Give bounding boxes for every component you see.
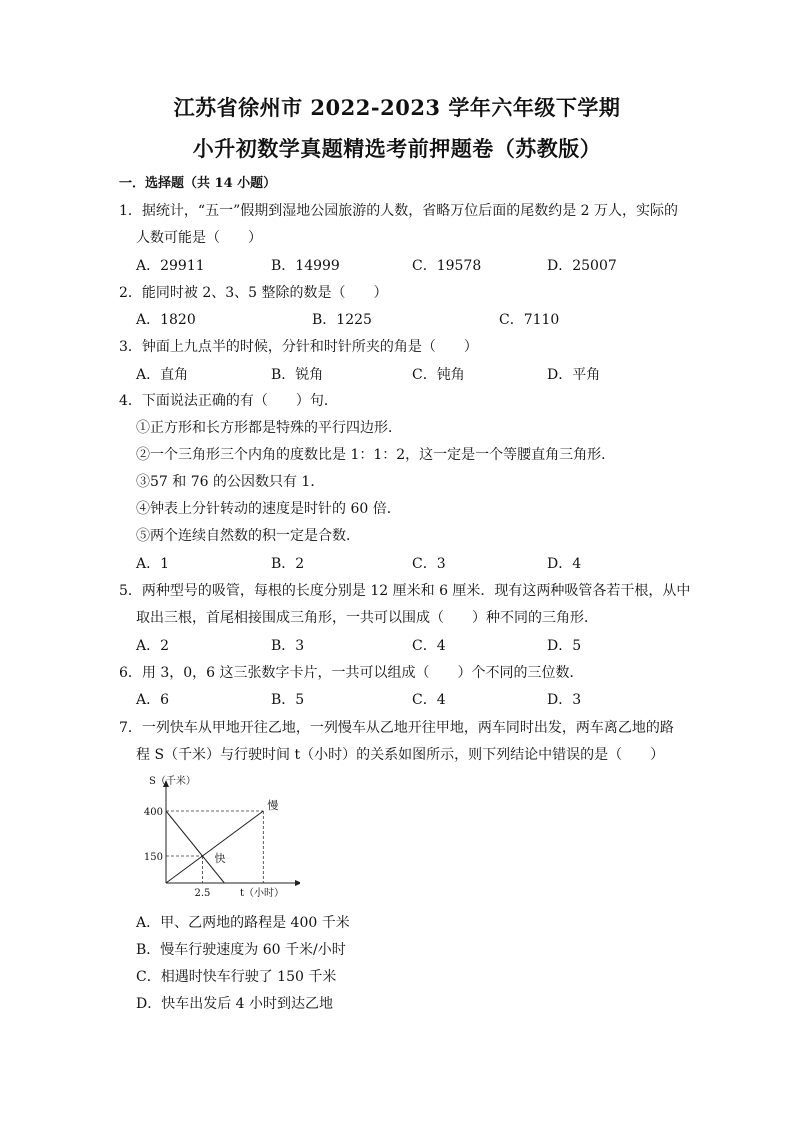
q3-option-d[interactable]: D．平角 bbox=[547, 367, 601, 383]
q3-option-b[interactable]: B．锐角 bbox=[271, 367, 324, 383]
q4-line-1: 4．下面说法正确的有（ ）句． bbox=[119, 393, 338, 409]
q4-statement-4: ④钟表上分针转动的速度是时针的 60 倍． bbox=[136, 501, 401, 517]
q5-option-c[interactable]: C．4 bbox=[412, 638, 446, 654]
y-tick-400: 400 bbox=[143, 807, 163, 818]
title-line-2: 小升初数学真题精选考前押题卷（苏教版） bbox=[192, 136, 602, 161]
q4-options bbox=[0, 555, 794, 573]
q6-option-a[interactable]: A．6 bbox=[136, 692, 170, 708]
x-axis-arrow bbox=[295, 880, 300, 886]
q2-option-c[interactable]: C．7110 bbox=[499, 312, 560, 328]
q6-option-d[interactable]: D．3 bbox=[547, 692, 582, 708]
series-line-slow bbox=[166, 811, 263, 883]
q1-option-a[interactable]: A．29911 bbox=[136, 258, 205, 274]
q7-option-a[interactable]: A．甲、乙两地的路程是 400 千米 bbox=[136, 915, 350, 931]
series-label-fast: 快 bbox=[214, 852, 226, 865]
q7-distance-time-chart bbox=[140, 770, 300, 900]
y-axis-label: S（千米） bbox=[149, 776, 196, 787]
q1-option-d[interactable]: D．25007 bbox=[547, 258, 617, 274]
q1-line-1: 1．据统计，“五一”假期到湿地公园旅游的人数，省略万位后面的尾数约是 2 万人，实际的 bbox=[119, 203, 679, 219]
q6-option-b[interactable]: B．5 bbox=[271, 692, 305, 708]
q2-options bbox=[0, 311, 794, 329]
q4-statement-3: ③57 和 76 的公因数只有 1． bbox=[136, 474, 325, 490]
x-axis-label: t（小时） bbox=[240, 888, 285, 899]
series-label-slow: 慢 bbox=[267, 799, 279, 812]
q2-line-1: 2．能同时被 2、3、5 整除的数是（ ） bbox=[119, 285, 388, 301]
q1-option-c[interactable]: C．19578 bbox=[412, 258, 482, 274]
q1-option-b[interactable]: B．14999 bbox=[271, 258, 340, 274]
q3-options bbox=[0, 366, 794, 384]
q3-option-c[interactable]: C．钝角 bbox=[412, 367, 465, 383]
q6-options bbox=[0, 691, 794, 709]
x-tick-2-5: 2.5 bbox=[194, 888, 211, 899]
q7-line-2: 程 S（千米）与行驶时间 t（小时）的关系如图所示，则下列结论中错误的是（ ） bbox=[136, 747, 665, 763]
q2-option-a[interactable]: A．1820 bbox=[136, 312, 196, 328]
q7-option-c[interactable]: C．相遇时快车行驶了 150 千米 bbox=[136, 969, 337, 985]
q3-line-1: 3．钟面上九点半的时候，分针和时针所夹的角是（ ） bbox=[119, 339, 478, 355]
y-tick-150: 150 bbox=[143, 852, 163, 863]
q4-option-b[interactable]: B．2 bbox=[271, 556, 305, 572]
series-line-fast bbox=[166, 811, 224, 883]
q5-options bbox=[0, 637, 794, 655]
q3-option-a[interactable]: A．直角 bbox=[136, 367, 189, 383]
q7-line-1: 7．一列快车从甲地开往乙地，一列慢车从乙地开往甲地，两车同时出发，两车离乙地的路 bbox=[119, 720, 674, 736]
q5-option-a[interactable]: A．2 bbox=[136, 638, 170, 654]
q1-options bbox=[0, 257, 794, 275]
q7-option-d[interactable]: D．快车出发后 4 小时到达乙地 bbox=[136, 996, 334, 1012]
q4-statement-2: ②一个三角形三个内角的度数比是 1：1：2，这一定是一个等腰直角三角形． bbox=[136, 447, 616, 463]
q4-statement-5: ⑤两个连续自然数的积一定是合数． bbox=[136, 528, 360, 544]
q2-option-b[interactable]: B．1225 bbox=[312, 312, 372, 328]
q4-option-c[interactable]: C．3 bbox=[412, 556, 446, 572]
q5-option-d[interactable]: D．5 bbox=[547, 638, 582, 654]
title-line-1: 江苏省徐州市 2022-2023 学年六年级下学期 bbox=[173, 95, 621, 120]
q4-statement-1: ①正方形和长方形都是特殊的平行四边形． bbox=[136, 420, 402, 436]
q5-line-2: 取出三根，首尾相接围成三角形，一共可以围成（ ）种不同的三角形． bbox=[136, 610, 598, 626]
q7-option-b[interactable]: B．慢车行驶速度为 60 千米/小时 bbox=[136, 942, 346, 958]
q5-line-1: 5．两种型号的吸管，每根的长度分别是 12 厘米和 6 厘米．现有这两种吸管各若干根，从中 bbox=[119, 583, 691, 599]
q6-option-c[interactable]: C．4 bbox=[412, 692, 446, 708]
q6-line-1: 6．用 3，0，6 这三张数字卡片，一共可以组成（ ）个不同的三位数． bbox=[119, 665, 584, 681]
q1-line-2: 人数可能是（ ） bbox=[136, 230, 262, 246]
section-heading: 一．选择题（共 14 小题） bbox=[119, 176, 277, 191]
q4-option-d[interactable]: D．4 bbox=[547, 556, 582, 572]
q4-option-a[interactable]: A．1 bbox=[136, 556, 170, 572]
q5-option-b[interactable]: B．3 bbox=[271, 638, 305, 654]
